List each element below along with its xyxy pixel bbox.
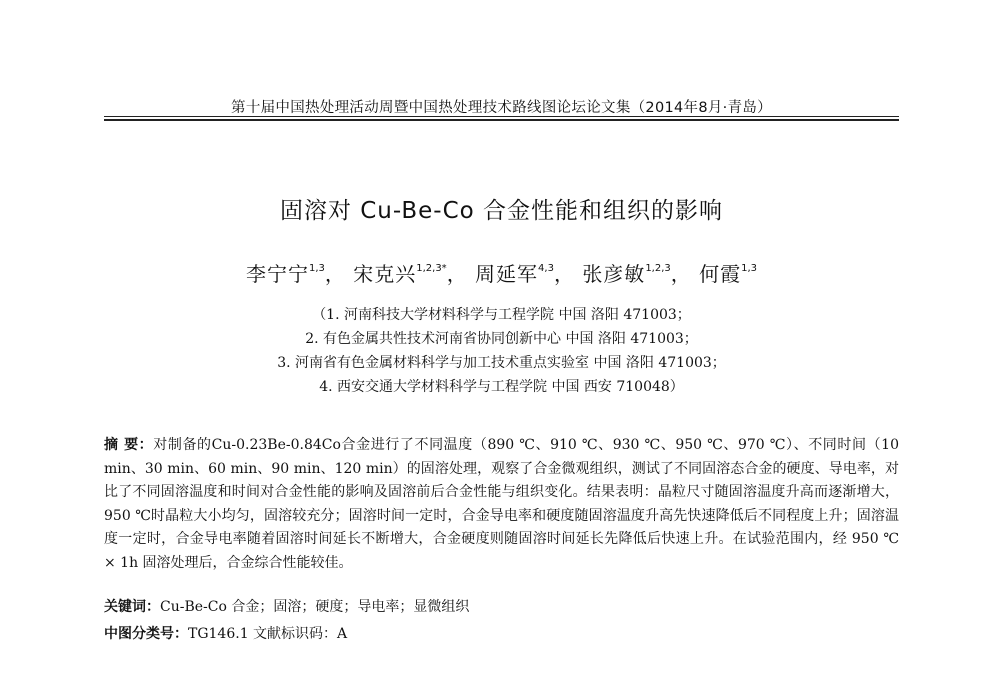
author-separator: ， (446, 262, 468, 286)
abstract-label: 摘 要： (104, 437, 154, 453)
author-list (104, 258, 899, 287)
classification-text: TG146.1 文献标识码：A (188, 626, 348, 642)
affiliation-line: （1. 河南科技大学材料科学与工程学院 中国 洛阳 471003； (312, 307, 691, 323)
author-affiliation-marker: 1,2,3* (416, 263, 447, 274)
paper-title: 固溶对 Cu-Be-Co 合金性能和组织的影响 (279, 198, 724, 224)
affiliation-line: 2. 有色金属共性技术河南省协同创新中心 中国 洛阳 471003； (305, 331, 698, 347)
affiliation-line: 4. 西安交通大学材料科学与工程学院 中国 西安 710048） (319, 379, 684, 395)
author-affiliation-marker: 1,3 (308, 263, 325, 274)
author-affiliation-marker: 1,3 (741, 263, 758, 274)
keywords (104, 596, 899, 616)
author-name: 李宁宁 (245, 262, 309, 286)
affiliation-list (104, 303, 899, 399)
author-affiliation-marker: 4,3 (538, 263, 554, 274)
affiliation-line: 3. 河南省有色金属材料科学与加工技术重点实验室 中国 洛阳 471003； (277, 355, 726, 371)
classification (104, 623, 899, 643)
classification-label: 中图分类号： (104, 626, 188, 642)
abstract-text: 对制备的Cu-0.23Be-0.84Co合金进行了不同温度（890 ℃、910 ℃、930 ℃、950 ℃、970 ℃）、不同时间（10 min、30 min、60 min、90 min、120 min）的固溶处理，观察了合金微观组织，测试了不同固溶态合金的硬度、导电率，对比了不同固溶温度和时间对合金性能的影响及固溶前后合金性能与组织变化。结果表明：晶粒尺寸随固溶温度升高而逐渐增大，950 ℃时晶粒大小均匀，固溶较充分；固溶时间一定时，合金导电率和硬度随固溶温度升高先快速降低后不同程度上升；固溶温度一定时，合金导电率随着固溶时间延长不断增大，合金硬度则随固溶时间延长先降低后快速上升。在试验范围内，经 950 ℃ × 1h 固溶处理后，合金综合性能较佳。 (104, 437, 899, 571)
author-name: 周延军 (475, 262, 539, 286)
header-rule-thick (104, 119, 899, 121)
author-name: 宋克兴 (353, 262, 417, 286)
author-affiliation-marker: 1,2,3 (645, 263, 671, 274)
running-header: 第十届中国热处理活动周暨中国热处理技术路线图论坛论文集（2014年8月·青岛） (231, 100, 772, 116)
keywords-text: Cu-Be-Co 合金；固溶；硬度；导电率；显微组织 (160, 599, 470, 615)
keywords-label: 关键词： (104, 599, 160, 615)
author-name: 张彦敏 (582, 262, 646, 286)
header-rule-thin (104, 116, 899, 117)
author-separator: ， (670, 262, 692, 286)
author-name: 何霞 (699, 262, 742, 286)
author-separator: ， (553, 262, 575, 286)
author-separator: ， (324, 262, 346, 286)
abstract (104, 434, 899, 575)
